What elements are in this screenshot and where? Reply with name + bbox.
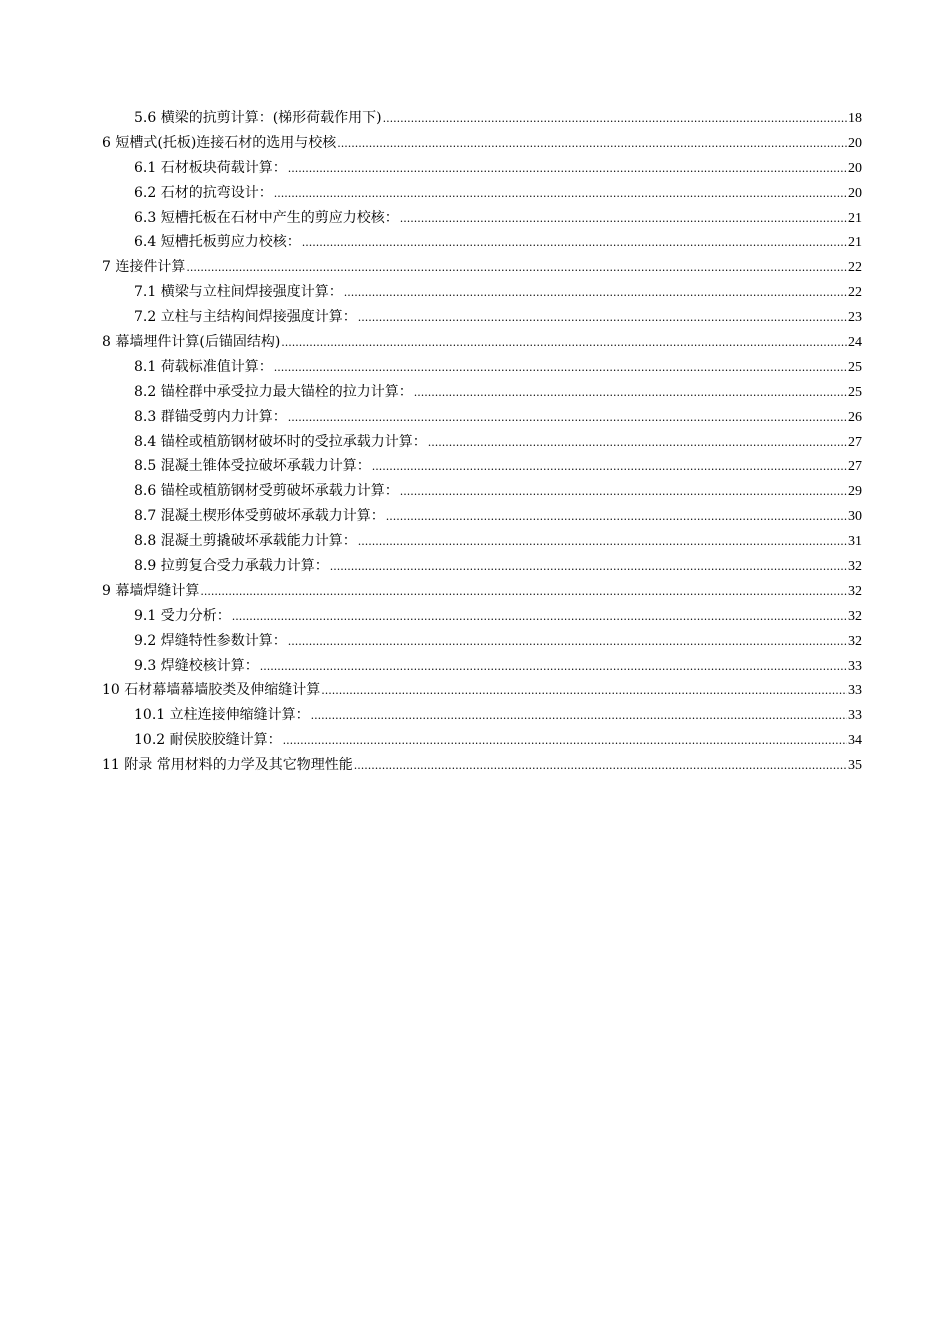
toc-entry-11[interactable] bbox=[102, 753, 862, 778]
toc-entry-9-2[interactable] bbox=[102, 629, 862, 654]
toc-entry-6-2[interactable] bbox=[102, 181, 862, 206]
toc-entry-10[interactable] bbox=[102, 678, 862, 703]
toc-entry-title: 7.1 横梁与立柱间焊接强度计算： bbox=[134, 284, 343, 301]
toc-dot-leader bbox=[428, 431, 847, 456]
toc-dot-leader bbox=[400, 207, 847, 232]
toc-dot-leader bbox=[354, 754, 847, 779]
toc-entry-title: 8.7 混凝土楔形体受剪破坏承载力计算： bbox=[134, 508, 385, 525]
table-of-contents bbox=[102, 106, 862, 778]
toc-page-number: 33 bbox=[848, 683, 862, 699]
toc-entry-title: 6.3 短槽托板在石材中产生的剪应力校核： bbox=[134, 209, 399, 226]
toc-page-number: 33 bbox=[848, 708, 862, 724]
toc-entry-title: 5.6 横梁的抗剪计算：(梯形荷载作用下) bbox=[134, 110, 382, 126]
toc-page-number: 20 bbox=[848, 185, 862, 201]
toc-page-number: 22 bbox=[848, 285, 862, 301]
toc-page-number: 30 bbox=[848, 509, 862, 525]
toc-page-number: 33 bbox=[848, 658, 862, 674]
toc-entry-7-2[interactable] bbox=[102, 305, 862, 330]
toc-dot-leader bbox=[321, 679, 847, 704]
toc-entry-title: 9.2 焊缝特性参数计算： bbox=[134, 632, 287, 649]
toc-entry-title: 8.1 荷载标准值计算： bbox=[134, 358, 273, 375]
toc-dot-leader bbox=[400, 480, 847, 505]
toc-dot-leader bbox=[344, 281, 847, 306]
toc-dot-leader bbox=[337, 132, 847, 157]
toc-entry-6-4[interactable] bbox=[102, 230, 862, 255]
toc-entry-title: 10 石材幕墙幕墙胶类及伸缩缝计算 bbox=[102, 682, 321, 699]
toc-page-number: 23 bbox=[848, 310, 862, 326]
toc-entry-title: 6.4 短槽托板剪应力校核： bbox=[134, 234, 301, 251]
toc-dot-leader bbox=[274, 356, 847, 381]
toc-dot-leader bbox=[260, 655, 847, 680]
toc-entry-title: 9.3 焊缝校核计算： bbox=[134, 657, 259, 674]
toc-page-number: 25 bbox=[848, 384, 862, 400]
toc-dot-leader bbox=[386, 505, 847, 530]
toc-entry-8-9[interactable] bbox=[102, 554, 862, 579]
toc-page-number: 20 bbox=[848, 135, 862, 151]
toc-entry-5-6[interactable] bbox=[102, 106, 862, 131]
toc-entry-9-3[interactable] bbox=[102, 654, 862, 679]
toc-page-number: 21 bbox=[848, 235, 862, 251]
toc-entry-6-3[interactable] bbox=[102, 206, 862, 231]
toc-entry-title: 6 短槽式(托板)连接石材的选用与校核 bbox=[102, 134, 337, 151]
toc-entry-title: 8.9 拉剪复合受力承载力计算： bbox=[134, 558, 329, 575]
toc-entry-title: 9 幕墙焊缝计算 bbox=[102, 582, 200, 599]
toc-entry-8-1[interactable] bbox=[102, 355, 862, 380]
toc-entry-title: 10.1 立柱连接伸缩缝计算： bbox=[134, 707, 310, 724]
toc-entry-title: 11 附录 常用材料的力学及其它物理性能 bbox=[102, 757, 353, 774]
toc-entry-7[interactable] bbox=[102, 255, 862, 280]
toc-dot-leader bbox=[358, 530, 847, 555]
toc-dot-leader bbox=[186, 256, 847, 281]
toc-entry-8-4[interactable] bbox=[102, 430, 862, 455]
toc-page-number: 32 bbox=[848, 633, 862, 649]
toc-dot-leader bbox=[358, 306, 847, 331]
toc-dot-leader bbox=[372, 455, 847, 480]
toc-dot-leader bbox=[383, 107, 847, 132]
toc-page-number: 32 bbox=[848, 608, 862, 624]
toc-entry-8-8[interactable] bbox=[102, 529, 862, 554]
toc-dot-leader bbox=[288, 630, 847, 655]
toc-page-number: 18 bbox=[848, 111, 862, 126]
toc-dot-leader bbox=[281, 331, 847, 356]
toc-entry-title: 7.2 立柱与主结构间焊接强度计算： bbox=[134, 309, 357, 326]
toc-entry-title: 8.5 混凝土锥体受拉破坏承载力计算： bbox=[134, 458, 371, 475]
toc-entry-8-5[interactable] bbox=[102, 454, 862, 479]
toc-entry-9[interactable] bbox=[102, 579, 862, 604]
toc-dot-leader bbox=[200, 580, 847, 605]
toc-page-number: 27 bbox=[848, 459, 862, 475]
toc-entry-title: 8 幕墙埋件计算(后锚固结构) bbox=[102, 334, 281, 351]
toc-entry-8-2[interactable] bbox=[102, 380, 862, 405]
toc-dot-leader bbox=[414, 381, 847, 406]
toc-entry-title: 8.2 锚栓群中承受拉力最大锚栓的拉力计算： bbox=[134, 383, 413, 400]
toc-entry-10-2[interactable] bbox=[102, 728, 862, 753]
toc-page-number: 24 bbox=[848, 335, 862, 351]
toc-dot-leader bbox=[288, 406, 847, 431]
toc-page-number: 27 bbox=[848, 434, 862, 450]
toc-dot-leader bbox=[311, 704, 847, 729]
toc-dot-leader bbox=[283, 729, 847, 754]
toc-dot-leader bbox=[232, 605, 847, 630]
toc-entry-7-1[interactable] bbox=[102, 280, 862, 305]
toc-page-number: 25 bbox=[848, 359, 862, 375]
toc-dot-leader bbox=[288, 157, 847, 182]
toc-page-number: 32 bbox=[848, 559, 862, 575]
toc-page-number: 34 bbox=[848, 733, 862, 749]
toc-entry-8-7[interactable] bbox=[102, 504, 862, 529]
toc-entry-8[interactable] bbox=[102, 330, 862, 355]
toc-entry-title: 7 连接件计算 bbox=[102, 259, 186, 276]
toc-dot-leader bbox=[330, 555, 847, 580]
toc-page-number: 31 bbox=[848, 534, 862, 550]
toc-entry-title: 9.1 受力分析： bbox=[134, 607, 231, 624]
toc-entry-6[interactable] bbox=[102, 131, 862, 156]
toc-page-number: 29 bbox=[848, 484, 862, 500]
toc-entry-6-1[interactable] bbox=[102, 156, 862, 181]
toc-dot-leader bbox=[274, 182, 847, 207]
toc-entry-title: 8.3 群锚受剪内力计算： bbox=[134, 408, 287, 425]
toc-page-number: 35 bbox=[848, 758, 862, 774]
toc-entry-title: 6.1 石材板块荷载计算： bbox=[134, 159, 287, 176]
toc-entry-title: 8.6 锚栓或植筋钢材受剪破坏承载力计算： bbox=[134, 483, 399, 500]
toc-entry-9-1[interactable] bbox=[102, 604, 862, 629]
toc-page-number: 26 bbox=[848, 409, 862, 425]
toc-page-number: 21 bbox=[848, 210, 862, 226]
toc-entry-title: 8.4 锚栓或植筋钢材破坏时的受拉承载力计算： bbox=[134, 433, 427, 450]
toc-entry-8-6[interactable] bbox=[102, 479, 862, 504]
toc-entry-10-1[interactable] bbox=[102, 703, 862, 728]
toc-entry-title: 10.2 耐侯胶胶缝计算： bbox=[134, 732, 282, 749]
toc-page-number: 20 bbox=[848, 160, 862, 176]
toc-entry-title: 8.8 混凝土剪撬破坏承载能力计算： bbox=[134, 533, 357, 550]
toc-page-number: 22 bbox=[848, 260, 862, 276]
toc-entry-8-3[interactable] bbox=[102, 405, 862, 430]
toc-entry-title: 6.2 石材的抗弯设计： bbox=[134, 184, 273, 201]
toc-dot-leader bbox=[302, 231, 847, 256]
toc-page-number: 32 bbox=[848, 583, 862, 599]
